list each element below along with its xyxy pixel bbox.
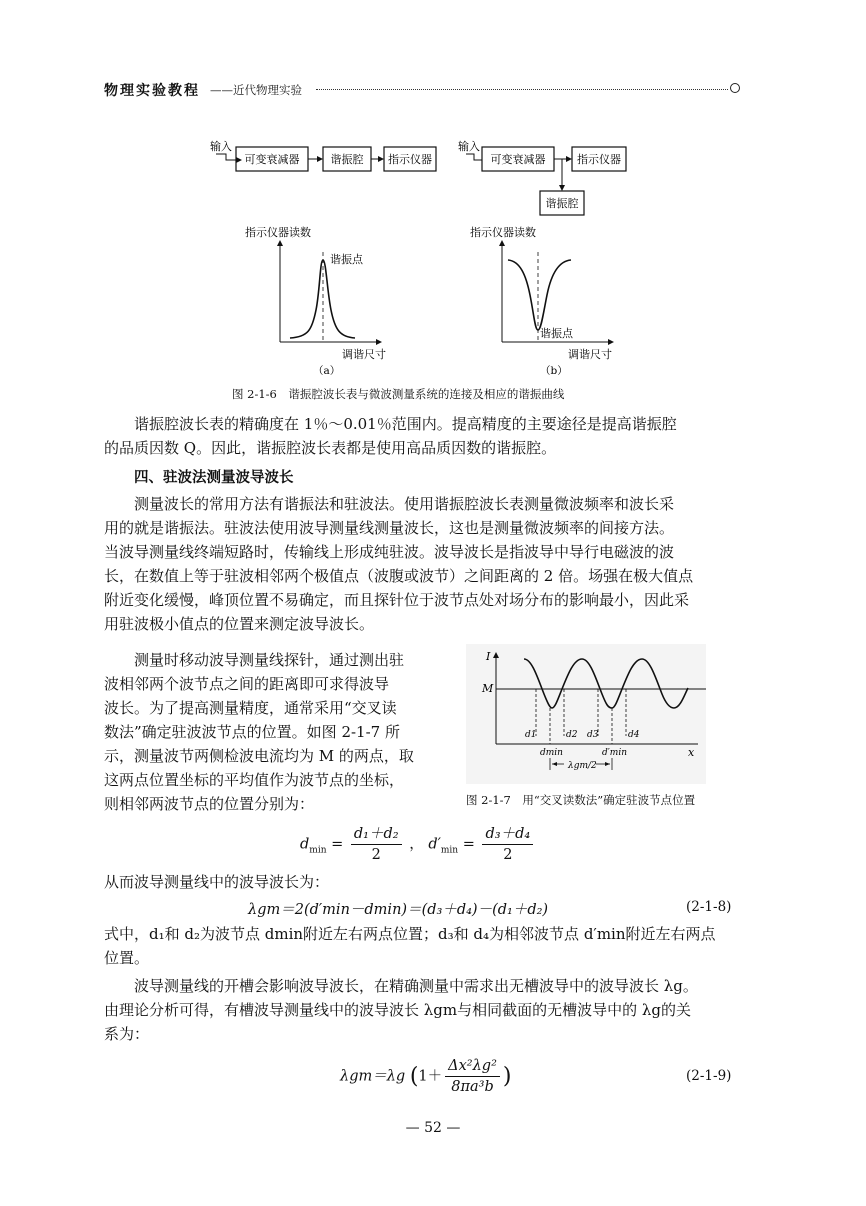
fig-a-peak-curve xyxy=(290,260,355,338)
eq-dmin-denominator: 2 xyxy=(371,847,381,863)
fig217-y-axis: I xyxy=(486,650,491,663)
paragraph-5 xyxy=(104,922,740,970)
fig217-dprime-min: d′min xyxy=(602,748,628,758)
fig-b-attenuator-label: 可变衰减器 xyxy=(490,153,546,166)
book-title: 物理实验教程 xyxy=(104,83,200,99)
para3-line-1: 波相邻两个波节点之间的距离即可求得波导 xyxy=(104,675,390,693)
fig-b-panel-label: （b） xyxy=(540,365,568,377)
equation-2-1-8: λgm＝2(d′min－dmin)＝(d₃＋d₄)－(d₁＋d₂) xyxy=(248,902,549,918)
eq219-one: 1＋ xyxy=(418,1068,443,1085)
figure-2-1-6 xyxy=(190,130,660,380)
paragraph-2 xyxy=(104,492,740,636)
fig-a-input-label: 输入 xyxy=(210,140,232,153)
fig-b-y-label: 指示仪器读数 xyxy=(470,226,536,239)
eq-dmin-numerator: d₁＋d₂ xyxy=(351,824,402,845)
para2-line-2: 当波导测量线终端短路时，传输线上形成纯驻波。波导波长是指波导中导行电磁波的波 xyxy=(104,543,675,561)
page-number: — 52 — xyxy=(405,1120,461,1136)
para3-line-5: 这两点位置坐标的平均值作为波节点的坐标， xyxy=(104,771,405,789)
fig217-d3: d3 xyxy=(587,730,599,740)
figure-b-block-diagram xyxy=(458,139,626,215)
eq-comma: ， xyxy=(409,836,424,853)
para6-line-1: 由理论分析可得，有槽波导测量线中的波导波长 λgm与相同截面的无槽波导中的 λg的关 xyxy=(104,1001,691,1019)
eq-dprime-lhs: d′ xyxy=(428,836,441,853)
paragraph-1 xyxy=(104,412,740,460)
para2-line-1: 用的就是谐振法。驻波法使用波导测量线测量波长，这也是测量微波频率的间接方法。 xyxy=(104,519,675,537)
para2-line-5: 用驻波极小值点的位置来测定波导波长。 xyxy=(104,615,375,633)
fig-a-cavity-label: 谐振腔 xyxy=(330,153,364,166)
figure-2-1-7-caption: 图 2-1-7 用“交叉读数法”确定驻波节点位置 xyxy=(466,793,696,807)
running-header xyxy=(104,80,744,102)
equation-dmin xyxy=(300,824,536,865)
figure-a-resonance-curve xyxy=(245,225,386,377)
book-subtitle: ——近代物理实验 xyxy=(210,83,302,97)
paragraph-6 xyxy=(104,974,740,1046)
fig-a-peak-label: 谐振点 xyxy=(330,253,363,266)
para3-line-6: 则相邻两波节点的位置分别为： xyxy=(104,795,315,813)
para3-line-4: 示，测量波节两侧检波电流均为 M 的两点，取 xyxy=(104,747,414,765)
equation-2-1-8-number: (2-1-8) xyxy=(686,899,732,915)
para1-line1: 谐振腔波长表的精确度在 1％～0.01％范围内。提高精度的主要途径是提高谐振腔 xyxy=(134,415,677,433)
fig-a-indicator-label: 指示仪器 xyxy=(388,153,432,166)
paragraph-3 xyxy=(104,648,440,816)
fig-b-input-label: 输入 xyxy=(458,140,480,153)
fig217-x-axis: x xyxy=(688,746,695,759)
figure-2-1-6-caption: 图 2-1-6 谐振腔波长表与微波测量系统的连接及相应的谐振曲线 xyxy=(232,387,565,401)
figure-b-resonance-curve xyxy=(470,225,614,377)
eq-dmin-fraction xyxy=(351,824,402,865)
para3-line-2: 波长。为了提高测量精度，通常采用“交叉读 xyxy=(104,699,397,717)
para2-line-4: 附近变化缓慢，峰顶位置不易确定，而且探针位于波节点处对场分布的影响最小，因此采 xyxy=(104,591,690,609)
eq219-numerator: Δx²λg² xyxy=(445,1056,500,1077)
para2-line-0: 测量波长的常用方法有谐振法和驻波法。使用谐振腔波长表测量微波频率和波长采 xyxy=(134,495,675,513)
para5-line1: 式中，d₁和 d₂为波节点 dmin附近左右两点位置；d₃和 d₄为相邻波节点 d′min附近左右两点 xyxy=(104,925,716,943)
eq-dmin-sub: min xyxy=(309,845,327,856)
para6-line-2: 系为： xyxy=(104,1025,150,1043)
eq219-open-paren: ( xyxy=(409,1064,419,1089)
eq-dprime-sub: min xyxy=(440,845,459,856)
fig-a-attenuator-label: 可变衰减器 xyxy=(244,153,300,166)
eq219-lhs: λgm＝λg xyxy=(340,1068,406,1085)
figure-a-block-diagram xyxy=(210,139,436,171)
equation-2-1-9 xyxy=(340,1056,511,1097)
fig-b-cavity-label: 谐振腔 xyxy=(545,197,579,210)
eq-dprime-denominator: 2 xyxy=(503,847,513,863)
header-circle-icon xyxy=(730,83,740,93)
fig217-d4: d4 xyxy=(628,730,640,740)
para1-line2: 的品质因数 Q。因此，谐振腔波长表都是使用高品质因数的谐振腔。 xyxy=(104,439,557,457)
figure-2-1-7 xyxy=(466,644,706,784)
eq-dprime-numerator: d₃＋d₄ xyxy=(482,824,533,845)
equation-2-1-9-number: (2-1-9) xyxy=(686,1068,732,1084)
para3-line-3: 数法”确定驻波波节点的位置。如图 2-1-7 所 xyxy=(104,723,400,741)
eq219-fraction xyxy=(445,1056,500,1097)
para6-line-0: 波导测量线的开槽会影响波导波长，在精确测量中需求出无槽波导中的波导波长 λg。 xyxy=(134,977,698,995)
section-4-title: 四、驻波法测量波导波长 xyxy=(134,470,294,486)
eq-dmin-eq: = xyxy=(331,836,344,853)
fig217-d2: d2 xyxy=(566,730,578,740)
eq-dprime-fraction xyxy=(482,824,533,865)
eq219-denominator: 8πa³b xyxy=(451,1079,494,1095)
fig-b-x-label: 调谐尺寸 xyxy=(568,348,612,361)
fig-a-x-label: 调谐尺寸 xyxy=(342,348,386,361)
para5-line2: 位置。 xyxy=(104,949,150,967)
fig217-d1: d1 xyxy=(525,730,537,740)
eq219-close-paren: ) xyxy=(502,1064,512,1089)
para2-line-3: 长，在数值上等于驻波相邻两个极值点（波腹或波节）之间距离的 2 倍。场强在极大值点 xyxy=(104,567,694,585)
para4-line1: 从而波导测量线中的波导波长为： xyxy=(104,873,330,891)
paragraph-4 xyxy=(104,870,740,894)
fig217-dmin: dmin xyxy=(540,748,563,758)
eq-dprime-eq: = xyxy=(462,836,475,853)
fig-a-panel-label: （a） xyxy=(313,365,341,377)
fig217-lambda-half: λgm/2 xyxy=(568,761,597,771)
fig-b-dip-label: 谐振点 xyxy=(540,327,573,340)
para3-line-0: 测量时移动波导测量线探针，通过测出驻 xyxy=(134,651,405,669)
fig217-level-label: M xyxy=(482,682,494,695)
fig-b-indicator-label: 指示仪器 xyxy=(577,153,621,166)
fig-b-dip-curve xyxy=(508,260,571,330)
header-dotted-rule xyxy=(316,89,728,90)
fig-a-y-label: 指示仪器读数 xyxy=(245,226,311,239)
eq-dmin-lhs: d xyxy=(300,836,310,853)
